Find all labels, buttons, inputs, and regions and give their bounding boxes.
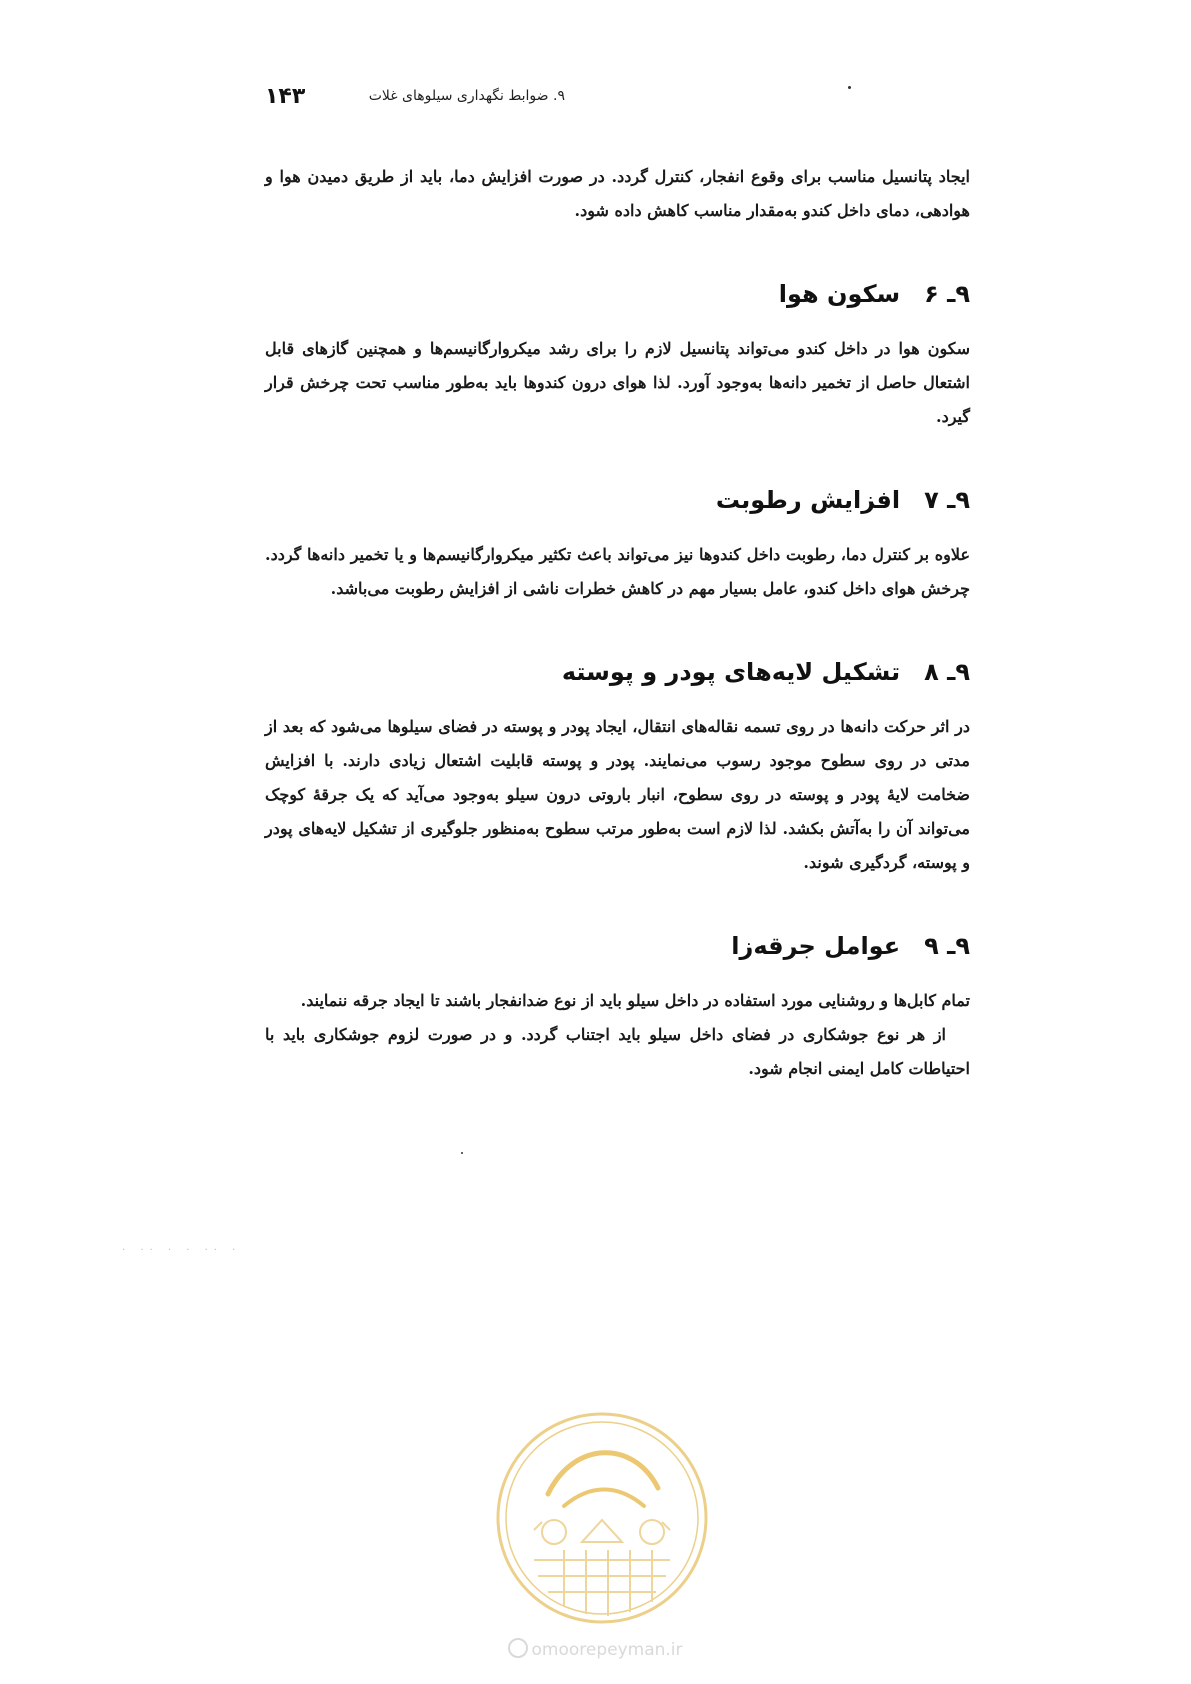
section-title: سکون هوا xyxy=(778,280,901,308)
section-spark-sources xyxy=(265,932,970,1086)
section-paragraph: تمام کابل‌ها و روشنایی مورد استفاده در داخل سیلو باید از نوع ضدانفجار باشند تا ایجاد جرقه ننمایند. xyxy=(300,991,970,1010)
section-paragraph: در اثر حرکت دانه‌ها در روی تسمه نقاله‌های انتقال، ایجاد پودر و پوسته در فضای سیلوها می‌شود که بعد از مدتی در روی سطوح موجود رسوب می‌نمایند. پودر و پوسته قابلیت اشتعال زیادی دارند. با افزایش ضخامت لایهٔ پودر و پوسته در روی سطوح، انبار باروتی درون سیلو به‌وجود می‌آید که یک جرقهٔ کوچک می‌تواند آن را به‌آتش بکشد. لذا لازم است به‌طور مرتب سطوح به‌منظور جلوگیری از تشکیل لایه‌های پودر و پوسته، گردگیری شوند. xyxy=(265,717,971,872)
scan-speck xyxy=(848,86,851,89)
section-number: ۹ـ ۹ xyxy=(924,932,970,960)
section-heading xyxy=(265,932,970,960)
intro-paragraph: ایجاد پتانسیل مناسب برای وقوع انفجار، کنترل گردد. در صورت افزایش دما، باید از طریق دمیدن هوا و هوادهی، دمای داخل کندو به‌مقدار مناسب کاهش داده شود. xyxy=(265,167,970,220)
section-air-stagnation xyxy=(265,280,970,434)
section-paragraph: سکون هوا در داخل کندو می‌تواند پتانسیل لازم را برای رشد میکروارگانیسم‌ها و همچنین گازهای قابل اشتعال حاصل از تخمیر دانه‌ها به‌وجود آورد. لذا هوای درون کندوها باید به‌طور مناسب تحت چرخش قرار گیرد. xyxy=(265,339,970,426)
page-header xyxy=(265,84,565,110)
at-sign-icon xyxy=(508,1638,528,1658)
section-paragraph: از هر نوع جوشکاری در فضای داخل سیلو باید اجتناب گردد. و در صورت لزوم جوشکاری باید با احتیاطات کامل ایمنی انجام شود. xyxy=(265,1025,970,1078)
page-number: ۱۴۳ xyxy=(265,84,306,109)
watermark-seal xyxy=(494,1410,710,1626)
section-title: تشکیل لایه‌های پودر و پوسته xyxy=(561,658,901,686)
scan-marks: · ·· · · ·· · xyxy=(122,1245,242,1256)
section-heading xyxy=(265,486,970,514)
section-number: ۹ـ ۷ xyxy=(924,486,970,514)
section-number: ۹ـ ۶ xyxy=(924,280,970,308)
section-title: افزایش رطوبت xyxy=(715,486,901,514)
section-paragraph: علاوه بر کنترل دما، رطوبت داخل کندوها نیز می‌تواند باعث تکثیر میکروارگانیسم‌ها و یا تخمیر دانه‌ها گردد. چرخش هوای داخل کندو، عامل بسیار مهم در کاهش خطرات ناشی از افزایش رطوبت می‌باشد. xyxy=(265,545,970,598)
section-humidity-increase xyxy=(265,486,970,606)
section-title: عوامل جرقه‌زا xyxy=(731,932,901,960)
running-title: ۹. ضوابط نگهداری سیلوهای غلات xyxy=(368,88,565,104)
section-heading xyxy=(265,280,970,308)
section-dust-layers xyxy=(265,658,970,880)
section-number: ۹ـ ۸ xyxy=(924,658,970,686)
watermark-url-text: omoorepeyman.ir xyxy=(531,1640,683,1660)
watermark-url xyxy=(0,1638,1191,1660)
section-heading xyxy=(265,658,970,686)
scan-speck xyxy=(461,1152,463,1154)
page-body xyxy=(265,160,970,1086)
